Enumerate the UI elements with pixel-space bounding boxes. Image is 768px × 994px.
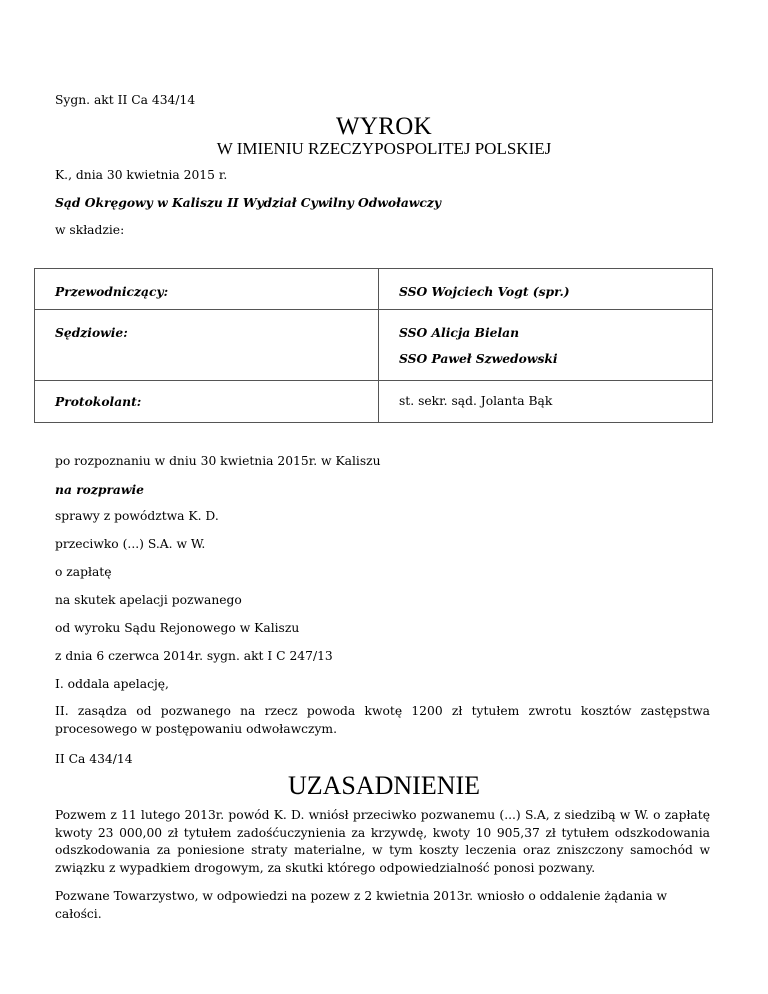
- judgment-title: WYROK: [336, 113, 432, 140]
- panel-table: [34, 268, 713, 423]
- proceedings-line-3: sprawy z powództwa K. D.: [55, 509, 219, 523]
- clerk-label: Protokolant:: [55, 394, 142, 409]
- chair-value: SSO Wojciech Vogt (spr.): [399, 284, 570, 299]
- proceedings-line-4: przeciwko (...) S.A. w W.: [55, 537, 206, 551]
- proceedings-line-2: na rozprawie: [55, 482, 144, 497]
- composition-label: w składzie:: [55, 223, 125, 237]
- chair-label: Przewodniczący:: [55, 284, 169, 299]
- proceedings-line-8: z dnia 6 czerwca 2014r. sygn. akt I C 247/13: [55, 649, 333, 663]
- proceedings-line-7: od wyroku Sądu Rejonowego w Kaliszu: [55, 621, 300, 635]
- ruling-point-2: II. zasądza od pozwanego na rzecz powoda kwotę 1200 zł tytułem zwrotu kosztów zastępstwa procesowego w postępowaniu odwoławczym.: [55, 704, 710, 736]
- justification-case-reference: II Ca 434/14: [55, 752, 133, 766]
- court-name: Sąd Okręgowy w Kaliszu II Wydział Cywilny Odwoławczy: [55, 195, 441, 210]
- panel-row-judges: [35, 310, 713, 381]
- ruling-point-1: I. oddala apelację,: [55, 677, 169, 691]
- place-date: K., dnia 30 kwietnia 2015 r.: [55, 168, 228, 182]
- justification-paragraph-2: Pozwane Towarzystwo, w odpowiedzi na pozew z 2 kwietnia 2013r. wniosło o oddalenie żądania w całości.: [55, 889, 668, 921]
- judgment-subtitle: W IMIENIU RZECZYPOSPOLITEJ POLSKIEJ: [216, 139, 552, 158]
- clerk-value: st. sekr. sąd. Jolanta Bąk: [399, 394, 553, 408]
- judge-2: SSO Paweł Szwedowski: [399, 350, 558, 366]
- justification-paragraph-1: Pozwem z 11 lutego 2013r. powód K. D. wniósł przeciwko pozwanemu (...) S.A, z siedzibą w W. o zapłatę kwoty 23 000,00 zł tytułem zadośćuczynienia za krzywdę, kwoty 10 905,37 zł tytułem odszkodowania odszkodowania za poniesione straty materialne, w tym koszty leczenia oraz zniszczony samochód w związku z wypadkiem drogowym, za skutki którego odpowiedzialność ponosi pozwany.: [55, 808, 710, 875]
- proceedings-line-1: po rozpoznaniu w dniu 30 kwietnia 2015r. w Kaliszu: [55, 454, 381, 468]
- proceedings-line-5: o zapłatę: [55, 565, 112, 579]
- justification-title: UZASADNIENIE: [287, 771, 481, 800]
- judge-1: SSO Alicja Bielan: [399, 325, 520, 340]
- panel-row-clerk: [35, 381, 713, 423]
- case-reference: Sygn. akt II Ca 434/14: [55, 93, 196, 107]
- proceedings-line-6: na skutek apelacji pozwanego: [55, 593, 242, 607]
- judges-label: Sędziowie:: [55, 325, 128, 340]
- panel-row-chair: [35, 269, 713, 310]
